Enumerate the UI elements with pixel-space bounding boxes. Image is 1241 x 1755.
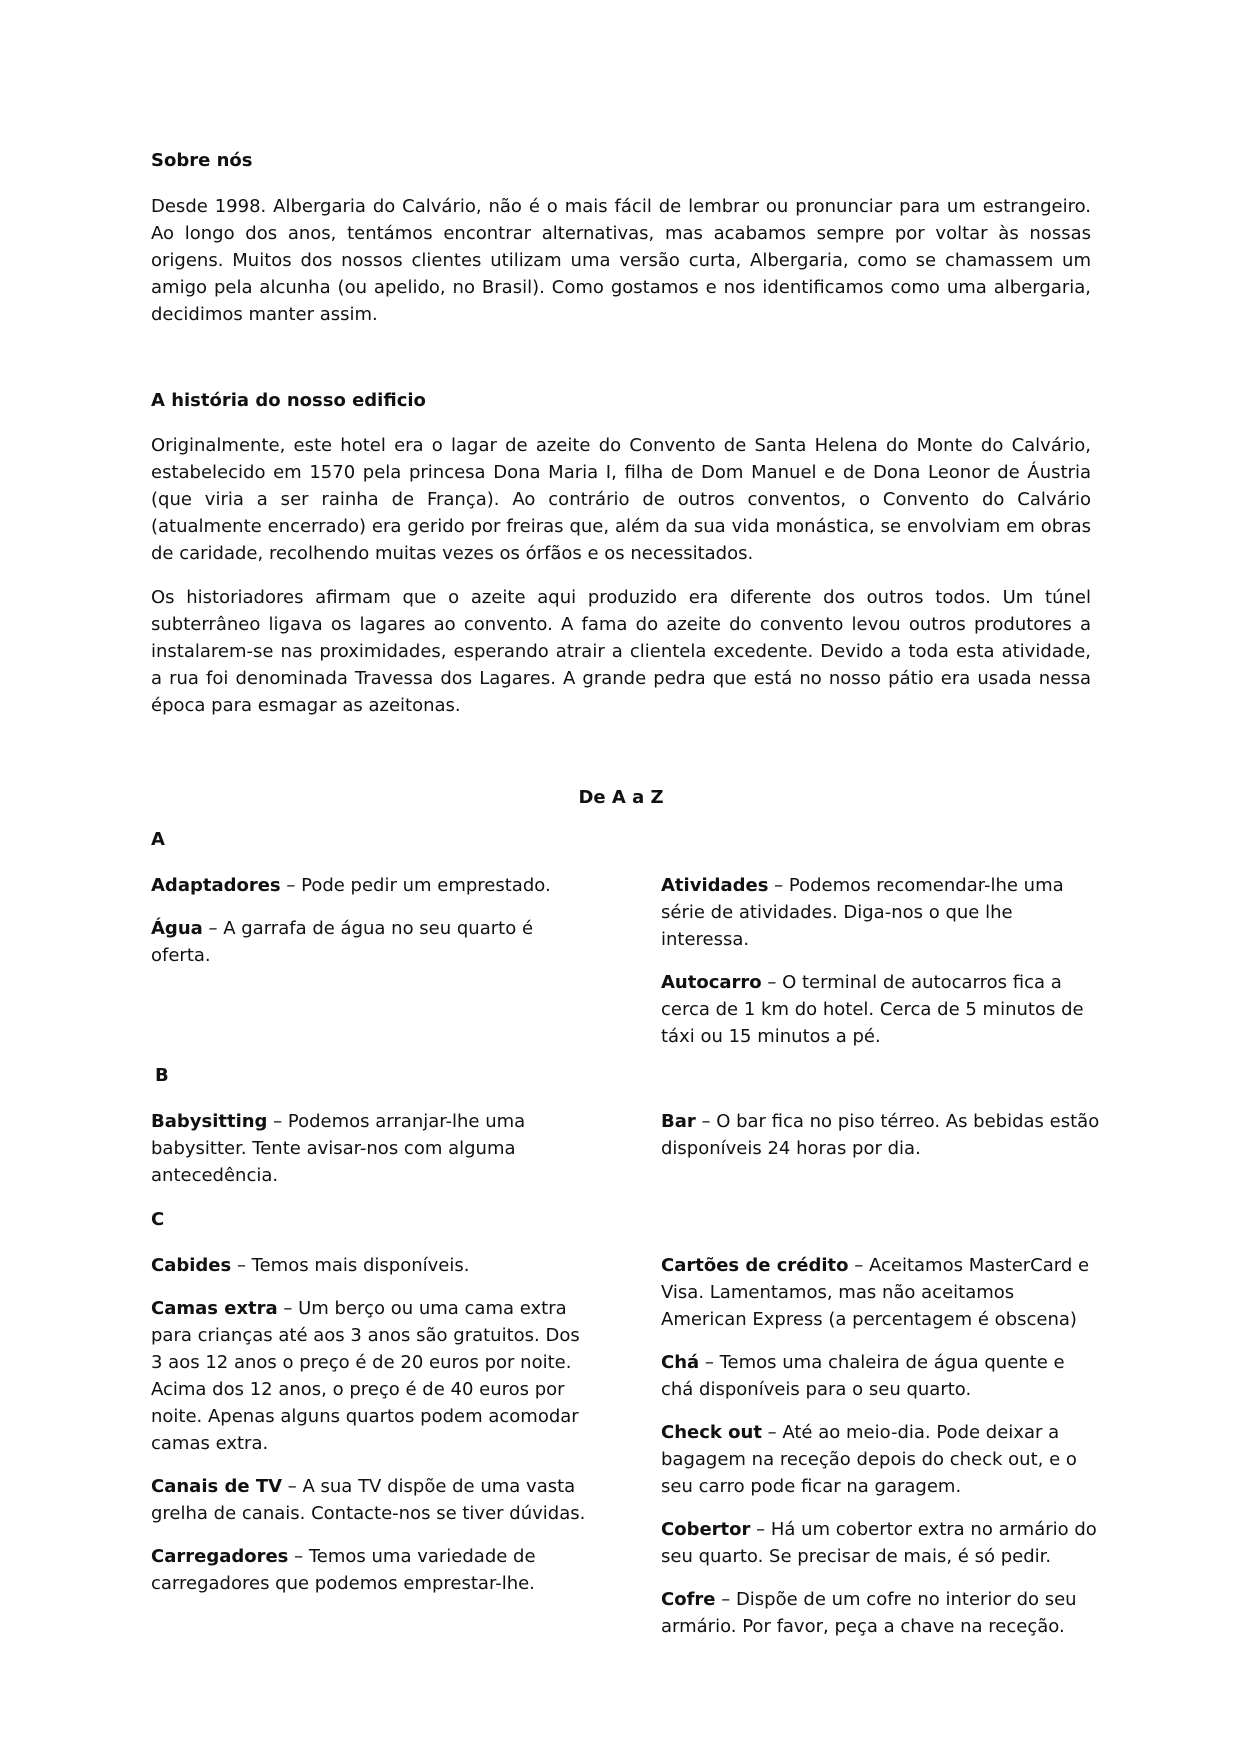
glossary-entry xyxy=(151,1252,591,1279)
glossary-term: Adaptadores xyxy=(151,875,281,896)
glossary-definition: – Dispõe de um cofre no interior do seu armário. Por favor, peça a chave na receção. xyxy=(661,1589,1077,1637)
glossary-term: Chá xyxy=(661,1352,700,1373)
letter-a: A xyxy=(151,829,165,850)
az-title: De A a Z xyxy=(578,787,664,808)
glossary-term: Cartões de crédito xyxy=(661,1255,849,1276)
glossary-entry xyxy=(661,1108,1101,1162)
glossary-definition: – Temos uma chaleira de água quente e chá disponíveis para o seu quarto. xyxy=(661,1352,1065,1400)
glossary-entry xyxy=(661,1419,1101,1500)
az-c-left xyxy=(151,1252,591,1613)
glossary-definition: – Podemos arranjar-lhe uma babysitter. Tente avisar-nos com alguma antecedência. xyxy=(151,1111,526,1186)
glossary-entry xyxy=(151,915,591,969)
glossary-entry xyxy=(661,1349,1101,1403)
glossary-entry xyxy=(661,872,1101,953)
glossary-definition: – O bar fica no piso térreo. As bebidas estão disponíveis 24 horas por dia. xyxy=(661,1111,1100,1159)
glossary-definition: – Aceitamos MasterCard e Visa. Lamentamos, mas não aceitamos American Express (a percentagem é obscena) xyxy=(661,1255,1090,1330)
glossary-definition: – Há um cobertor extra no armário do seu quarto. Se precisar de mais, é só pedir. xyxy=(661,1519,1097,1567)
glossary-definition: – O terminal de autocarros fica a cerca de 1 km do hotel. Cerca de 5 minutos de táxi ou 15 minutos a pé. xyxy=(661,972,1084,1047)
glossary-definition: – A sua TV dispõe de uma vasta grelha de canais. Contacte-nos se tiver dúvidas. xyxy=(151,1476,586,1524)
glossary-entry xyxy=(661,1252,1101,1333)
history-paragraph-1: Originalmente, este hotel era o lagar de azeite do Convento de Santa Helena do Monte do Calvário, estabelecido em 1570 pela princesa Dona Maria I, filha de Dom Manuel e de Dona Leonor de Áustria (que viria a ser rainha de França). Ao contrário de outros conventos, o Convento do Calvário (atualmente encerrado) era gerido por freiras que, além da sua vida monástica, se envolviam em obras de caridade, recolhendo muitas vezes os órfãos e os necessitados. xyxy=(151,435,1091,564)
glossary-definition: – Até ao meio-dia. Pode deixar a bagagem na receção depois do check out, e o seu carro pode ficar na garagem. xyxy=(661,1422,1077,1497)
glossary-term: Cofre xyxy=(661,1589,716,1610)
glossary-term: Canais de TV xyxy=(151,1476,283,1497)
glossary-term: Babysitting xyxy=(151,1111,268,1132)
glossary-term: Água xyxy=(151,918,203,939)
glossary-entry xyxy=(151,1543,591,1597)
glossary-term: Autocarro xyxy=(661,972,762,993)
az-a-left xyxy=(151,872,591,985)
az-c-right xyxy=(661,1252,1101,1656)
glossary-term: Cobertor xyxy=(661,1519,751,1540)
glossary-term: Carregadores xyxy=(151,1546,289,1567)
glossary-term: Cabides xyxy=(151,1255,232,1276)
glossary-definition: – Um berço ou uma cama extra para crianças até aos 3 anos são gratuitos. Dos 3 aos 12 anos o preço é de 20 euros por noite. Acima dos 12 anos, o preço é de 40 euros por noite. Apenas alguns quartos podem acomodar camas extra. xyxy=(151,1298,580,1454)
glossary-term: Atividades xyxy=(661,875,769,896)
about-paragraph: Desde 1998. Albergaria do Calvário, não é o mais fácil de lembrar ou pronunciar para um estrangeiro. Ao longo dos anos, tentámos encontrar alternativas, mas acabamos sempre por voltar às nossas origens. Muitos dos nossos clientes utilizam uma versão curta, Albergaria, como se chamassem um amigo pela alcunha (ou apelido, no Brasil). Como gostamos e nos identificamos como uma albergaria, decidimos manter assim. xyxy=(151,196,1091,325)
glossary-definition: – Temos mais disponíveis. xyxy=(231,1255,470,1276)
glossary-term: Check out xyxy=(661,1422,762,1443)
history-paragraph-2: Os historiadores afirmam que o azeite aqui produzido era diferente dos outros todos. Um túnel subterrâneo ligava os lagares ao convento. A fama do azeite do convento levou outros produtores a instalarem-se nas proximidades, esperando atrair a clientela excedente. Devido a toda esta atividade, a rua foi denominada Travessa dos Lagares. A grande pedra que está no nosso pátio era usada nessa época para esmagar as azeitonas. xyxy=(151,587,1091,716)
az-b-left xyxy=(151,1108,591,1205)
az-b-right xyxy=(661,1108,1101,1178)
letter-b: B xyxy=(155,1065,169,1086)
glossary-term: Camas extra xyxy=(151,1298,278,1319)
glossary-entry xyxy=(661,1586,1101,1640)
glossary-entry xyxy=(151,1108,591,1189)
glossary-entry xyxy=(661,1516,1101,1570)
glossary-definition: – A garrafa de água no seu quarto é oferta. xyxy=(151,918,534,966)
about-heading: Sobre nós xyxy=(151,150,253,171)
glossary-term: Bar xyxy=(661,1111,696,1132)
history-heading: A história do nosso edificio xyxy=(151,390,426,411)
glossary-entry xyxy=(661,969,1101,1050)
glossary-definition: – Pode pedir um emprestado. xyxy=(280,875,551,896)
glossary-entry xyxy=(151,1295,591,1457)
az-a-right xyxy=(661,872,1101,1066)
glossary-definition: – Podemos recomendar-lhe uma série de atividades. Diga-nos o que lhe interessa. xyxy=(661,875,1064,950)
glossary-entry xyxy=(151,1473,591,1527)
letter-c: C xyxy=(151,1209,165,1230)
glossary-definition: – Temos uma variedade de carregadores que podemos emprestar-lhe. xyxy=(151,1546,536,1594)
glossary-entry xyxy=(151,872,591,899)
